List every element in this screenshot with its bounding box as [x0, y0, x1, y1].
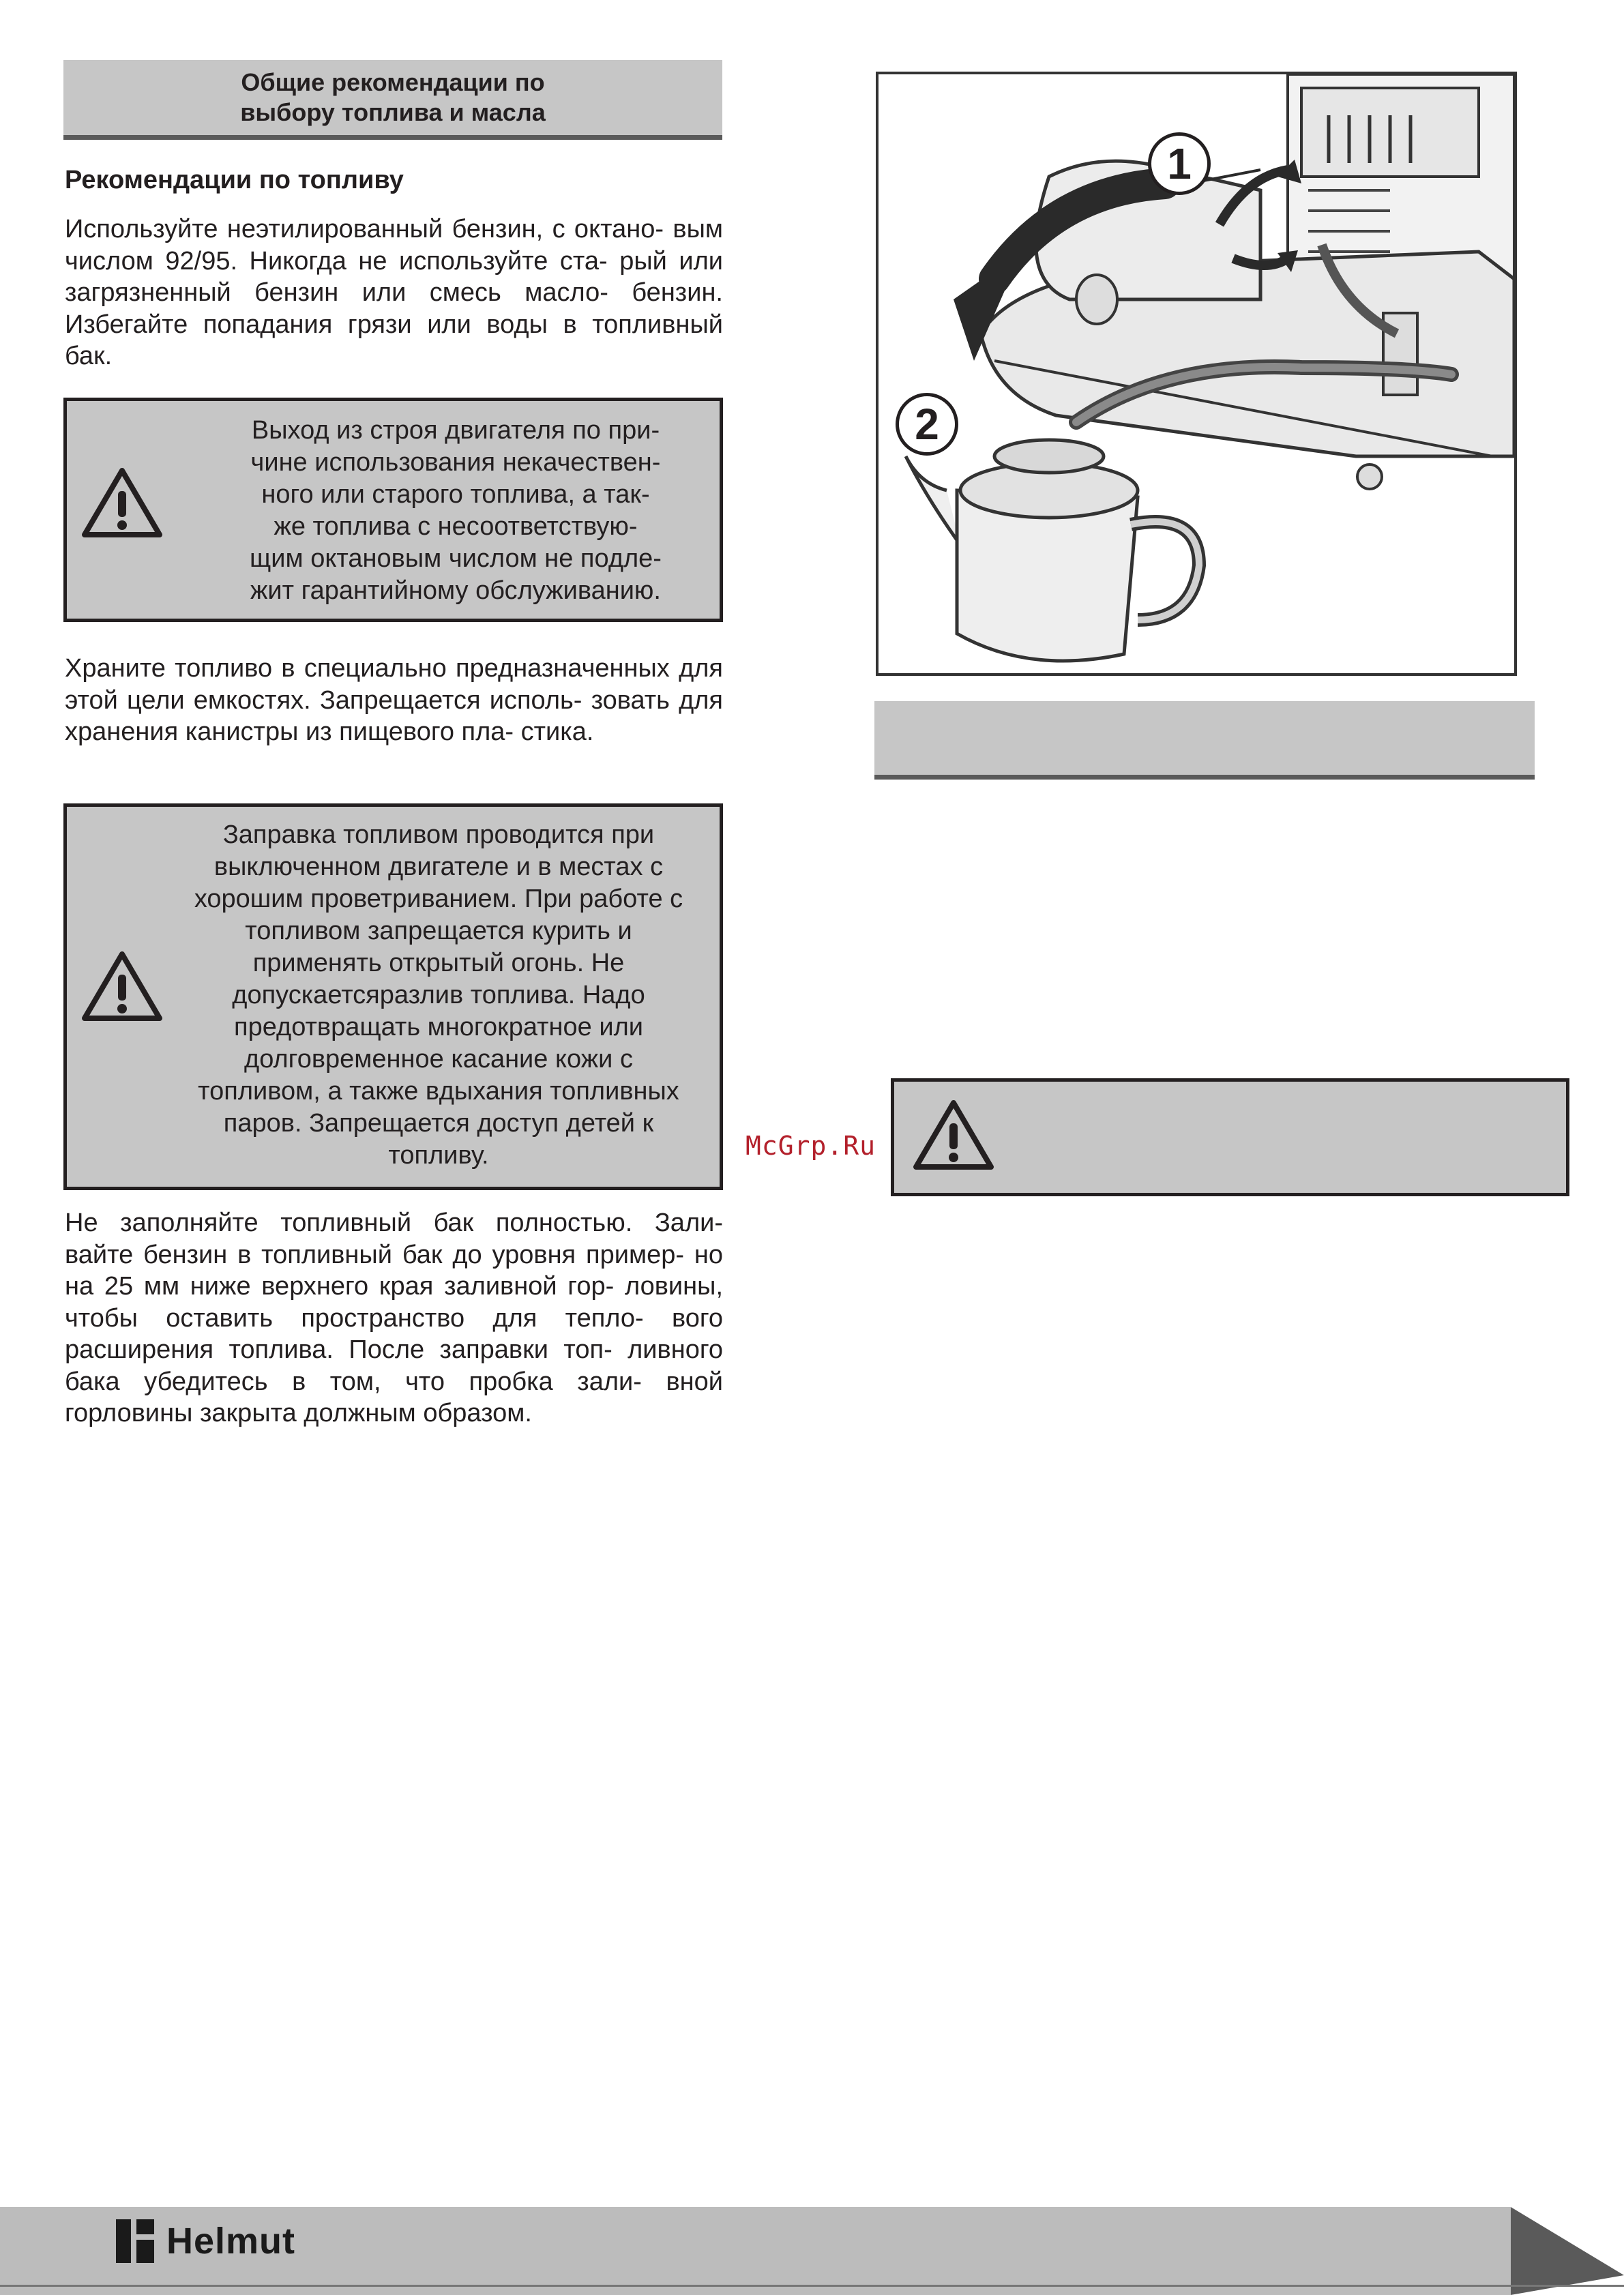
fuel-heading: Рекомендации по топливу [65, 166, 404, 194]
fuel-paragraph-2: Храните топливо в специально предназначенных для этой цели емкостях. Запрещается исполь- зовать для хранения канистры из пищевого пла- стика. [65, 654, 724, 746]
callout-1: 1 [1148, 132, 1211, 195]
section-title-line2: выбору топлива и масла [240, 98, 546, 126]
warning-box-1 [63, 398, 723, 622]
fuel-drain-illustration [876, 72, 1517, 676]
warning-triangle-icon [80, 467, 164, 539]
warning-box-3 [891, 1078, 1569, 1196]
warning-box-2 [63, 803, 723, 1190]
section-title-line1: Общие рекомендации по [241, 68, 545, 96]
fuel-paragraph-1: Используйте неэтилированный бензин, с октано- вым числом 92/95. Никогда не используйте ста- рый или загрязненный бензин или смесь масло- бензин. Избегайте попадания грязи или воды в топливный бак. [65, 215, 723, 370]
footer-line [0, 2285, 1624, 2287]
empty-section-header [874, 701, 1535, 780]
watermark: McGrp.Ru [745, 1131, 876, 1161]
warning-1-text: Выход из строя двигателя по при- чине использования некачествен- ного или старого топлива, а так- же топлива с несоответствую- щим октановым числом не подле- жит гарантийному обслуживанию. [250, 416, 662, 605]
warning-triangle-icon [912, 1099, 995, 1171]
section-header [63, 60, 722, 140]
brand-name: Helmut [166, 2221, 296, 2262]
fuel-paragraph-3: Не заполняйте топливный бак полностью. Зали- вайте бензин в топливный бак до уровня пример- но на 25 мм ниже верхнего края заливной гор- ловины, чтобы оставить пространство для тепло- вого расширения топлива. После заправки топ- ливного бака убедитесь в том, что пробка зали- вной горловины закрыта должным образом. [65, 1209, 724, 1427]
brand-logo [116, 2219, 295, 2263]
helmut-logo-icon [116, 2219, 157, 2263]
warning-triangle-icon [80, 950, 164, 1022]
warning-2-text: Заправка топливом проводится при выключенном двигателе и в местах с хорошим проветриванием. При работе с топливом запрещается курить и применять открытый огонь. Не допускаетсяразлив топлива. Надо предотвращать многократное или долговременное касание кожи с топливом, а также вдыхания топливных паров. Запрещается доступ детей к топливу. [194, 820, 683, 1170]
next-page-arrow-icon [1511, 2207, 1624, 2295]
callout-2: 2 [896, 393, 958, 456]
